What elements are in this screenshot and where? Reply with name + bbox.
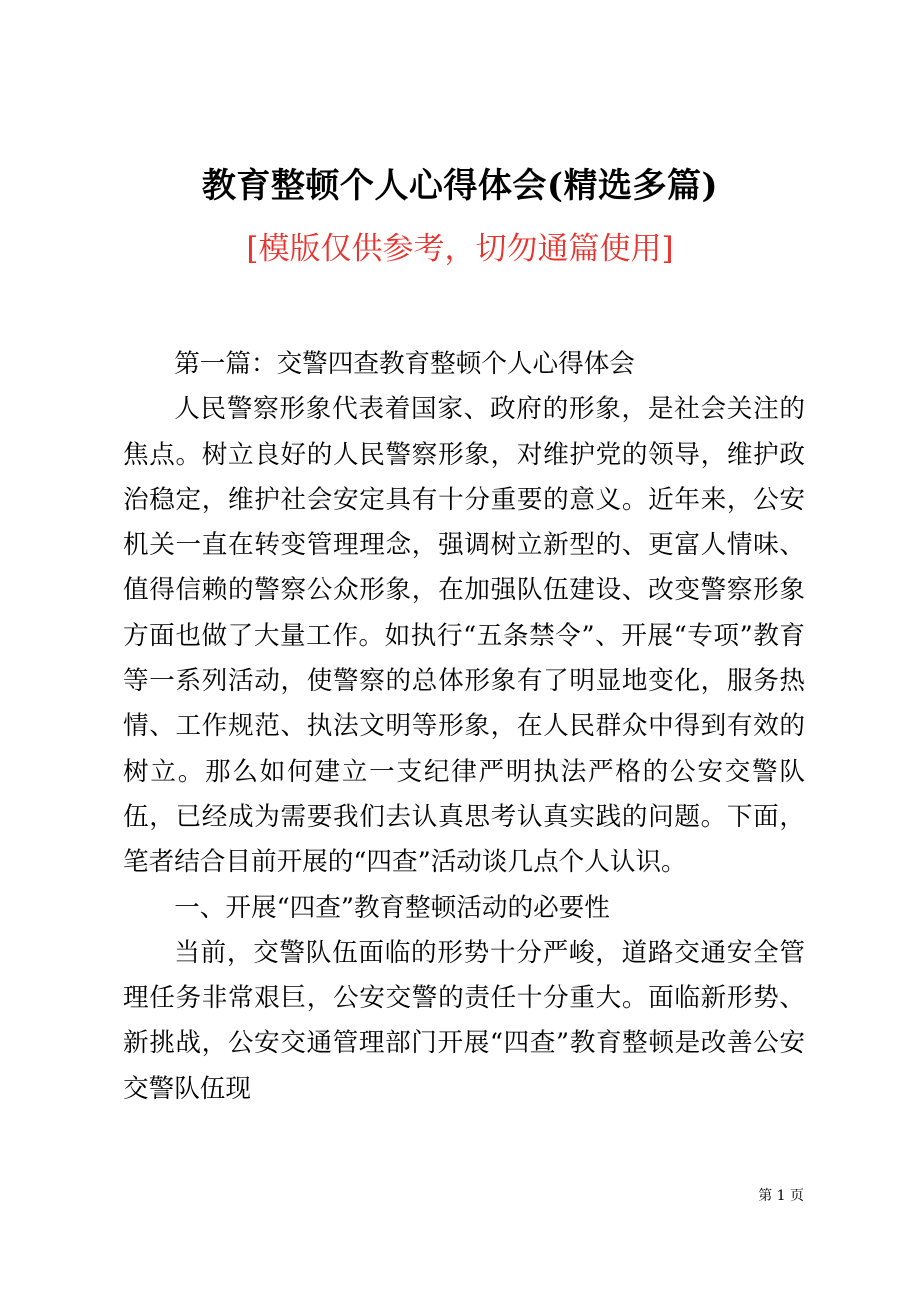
template-notice: [模版仅供参考，切勿通篇使用]: [246, 231, 674, 267]
document-body: [123, 342, 805, 1112]
section-heading: 一、开展“四查”教育整顿活动的必要性: [174, 892, 610, 923]
section-heading: 第一篇：交警四查教育整顿个人心得体会: [174, 349, 635, 379]
body-paragraph: 当前，交警队伍面临的形势十分严峻，道路交通安全管理任务非常艰巨，公安交警的责任十分重大。面临新形势、新挑战，公安交通管理部门开展“四查”教育整顿是改善公安交警队伍现: [123, 937, 805, 1104]
body-paragraph: 人民警察形象代表着国家、政府的形象，是社会关注的焦点。树立良好的人民警察形象，对维护党的领导，维护政治稳定，维护社会安定具有十分重要的意义。近年来，公安机关一直在转变管理理念，强调树立新型的、更富人情味、值得信赖的警察公众形象，在加强队伍建设、改变警察形象方面也做了大量工作。如执行“五条禁令”、开展“专项”教育等一系列活动，使警察的总体形象有了明显地变化，服务热情、工作规范、执法文明等形象，在人民群众中得到有效的树立。那么如何建立一支纪律严明执法严格的公安交警队伍，已经成为需要我们去认真思考认真实践的问题。下面，笔者结合目前开展的“四查”活动谈几点个人认识。: [123, 394, 805, 878]
document-title: 教育整顿个人心得体会(精选多篇): [201, 166, 719, 206]
page-number: 第 1 页: [758, 1188, 804, 1204]
